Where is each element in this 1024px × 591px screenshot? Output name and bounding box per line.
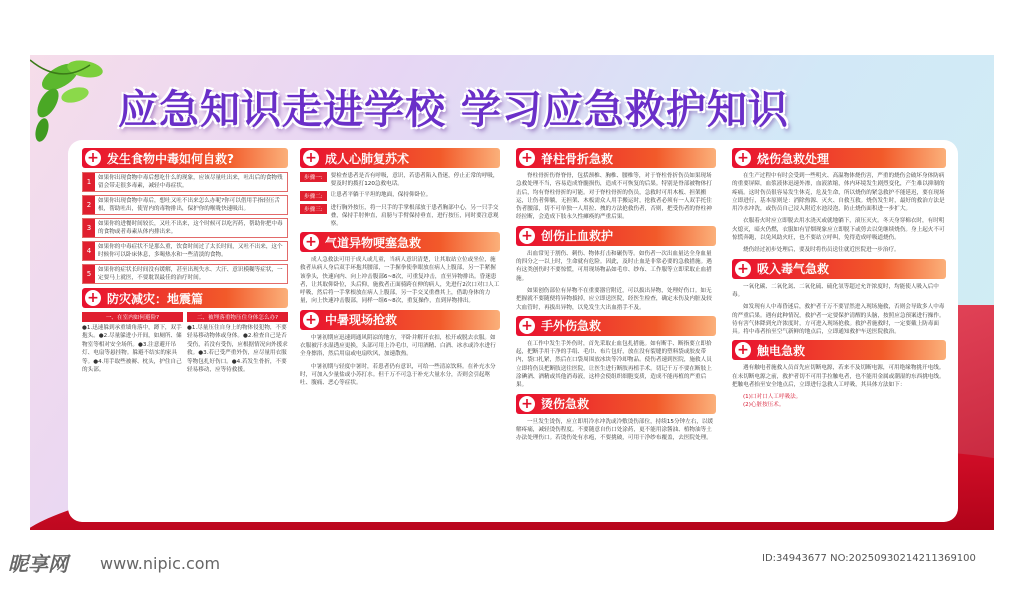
list-item: 5 如果你的症状长时间没有缓解，甚至出现失水、大汗、意识模糊等症状，一定要马上就医，不要耽误最佳的治疗时间。 xyxy=(82,264,288,284)
list-item: 2 如果你出现食物中毒后，想吐又吐不出来怎么办呢?你可以借用手指轻压舌根，帮助吐出，使胃内的毒物排出，保护你的喉咙快速吸出。 xyxy=(82,195,288,215)
medical-cross-icon: + xyxy=(303,312,319,328)
list-item: 3 如果你的进餐时间较长，又吐不出来，这个时候可以吃泻药，帮助你把中毒的食物或者毒素从体内排出来。 xyxy=(82,218,288,238)
medical-cross-icon: + xyxy=(735,150,751,166)
medical-cross-icon: + xyxy=(303,150,319,166)
medical-cross-icon: + xyxy=(519,396,535,412)
earthquake-columns xyxy=(82,312,288,374)
body-text: 如发现有人中毒昏迷后，救护者千万不要冒然进入现场施救，否则会导致多人中毒的严重后果。遇有此种情况，救护者一定要保护清醒的头脑，按照应急预案进行操作。待有害气体降到允许浓度时，方可进入现场抢救。救护者施救时，一定要戴上防毒面具。将中毒者抬至空气新鲜的地点后，立即通知救护车送医院救治。 xyxy=(732,304,945,336)
body-text: 一旦发生烫伤，应立即用冷水冲洗或冷敷烫伤部位，持续15分钟左右，以缓解疼痛，减轻烫伤程度。不要随意自伤口处涂药，更不能用涂酱油、植物油等土办法处理伤口。若烫伤处有水疱，不要挑破，可用干净纱布覆盖，去医院处理。 xyxy=(516,418,714,442)
section-header-heatstroke: + 中暑现场抢救 xyxy=(300,310,500,330)
section-header-scald: + 烫伤急救 xyxy=(516,394,716,414)
medical-cross-icon: + xyxy=(519,150,535,166)
watermark-logo: 昵享网 xyxy=(8,552,68,576)
body-text: 出血常见于割伤、刺伤、物体打击和碾伤等。如伤者一次出血量达全身血量的四分之一以上时，生命就有危险。因此，及时止血是非常必要的急救措施。遇有这类创伤时不要惊慌，可用现场物品如毛巾、纱布、工作服等立即采取止血措施。 xyxy=(516,250,712,282)
body-text: ●1.迅速躲到承重墙角落中，蹲下，双手抱头。●2.尽量躲进小开间，如厕所、储物室等相对安全场所。●3.注意避开吊灯、电扇等悬挂物。躲避不结实的家具等。●4.用手取些被褥、枕头，护住自己的头部。 xyxy=(82,325,182,374)
section-header-food-poisoning: + 发生食物中毒如何自救? xyxy=(82,148,288,168)
section-header-electric-shock: + 触电急救 xyxy=(732,340,946,360)
subheading: 二、被埋落重物压住身体怎么办? xyxy=(187,312,288,322)
column-4 xyxy=(732,148,946,514)
section-header-toxic-gas: + 吸入毒气急救 xyxy=(732,259,946,279)
column-2 xyxy=(300,148,500,514)
section-header-airway: + 气道异物哽塞急救 xyxy=(300,232,500,252)
medical-cross-icon: + xyxy=(303,234,319,250)
section-header-bleeding: + 创伤止血救护 xyxy=(516,226,716,246)
medical-cross-icon: + xyxy=(85,150,101,166)
body-text: 遇有触电者施救人员首先应切断电源，若来不及切断电源，可用绝缘物挑开电线。在未切断电源之前，救护者切不可用手拉触电者，也不能用金属或潮湿的东西挑电线。把触电者抬至安全地点后，立即进行急救人工呼吸，其具体方法如下： xyxy=(732,365,945,389)
cpr-step: 步骤三: 进行胸外按压，将一只手的手掌根部放于患者胸部中心，另一只手交叠，保持手肘伸直，肩膀与手臂保持垂直，进行按压，同时要注意观察。 xyxy=(300,204,500,228)
cpr-step: 步骤一: 要检查患者是否有呼吸，意识，若患者陷入昏迷，停止正常的呼吸，要及时的拨打120急救电话。 xyxy=(300,172,500,188)
highlight-text: (2)心脏按压术。 xyxy=(743,402,785,409)
section-header-spine: + 脊柱骨折急救 xyxy=(516,148,716,168)
medical-cross-icon: + xyxy=(519,318,535,334)
body-text: ●1.尽量压住自身上的物体侵犯物，不要轻易移动物体或身体。●2.检查自己是否受伤，若没有受伤，应根据情况向外援求救。●3.若已受严重外伤，应尽量用衣服等物包扎好伤口。●4.若发生骨折，不要轻易移动，应等待救援。 xyxy=(187,325,288,374)
section-header-hand-injury: + 手外伤急救 xyxy=(516,316,716,336)
medical-cross-icon: + xyxy=(519,228,535,244)
body-text: 如果创伤部位有异物不在重要器官附近，可以拔出异物，处理好伤口。如无把握就不要随便将异物拔掉，应立即送医院，经医生检查，确定未伤及内脏及较大血管时，再拔出异物，以免发生大出血措手不及。 xyxy=(516,287,712,311)
body-text: 一氧化碳、二氧化氮、二氧化硫、硫化氢等超过允许浓度时，均能使人吸入后中毒。 xyxy=(732,283,939,298)
page-title: 应急知识走进学校 学习应急救护知识 xyxy=(118,87,789,133)
section-header-burns: + 烧伤急救处理 xyxy=(732,148,946,168)
column-1 xyxy=(82,148,288,514)
subheading: 一、在室内如何避险? xyxy=(82,312,183,322)
body-text: 烧伤经过初步处理后，要及时将伤员送往就近医院进一步治疗。 xyxy=(743,247,900,254)
section-header-earthquake: + 防灾减灾：地震篇 xyxy=(82,288,288,308)
body-text: 衣服着火时应立即脱去用水浇灭或就地躺下，滚压灭火。冬天身穿棉衣时，有时明火熄灭，暗火仍燃，衣服如有冒烟现象应立即脱下或剪去以免继续烧伤。身上起火不可惊慌奔跑，以免风助火旺，也不要站立呼叫，免得造成呼吸道烧伤。 xyxy=(732,218,945,242)
body-text: 成人急救法可用于成人或儿童，当病人意识清楚，让其取站立位或坐位，施救者从病人身后双手环抱其腰部，一手握拳使拳眼放在病人上腹部，另一手紧握该拳头，快速向内、向上冲击腹部6~8次，可重复冲击，直至异物排出。昏迷患者，让其取仰卧位，头后仰，施救者正面骑跨在伸的病人，先进行2次口对口人工呼吸，然后将一手掌根放在病人上腹部，另一手交叉重叠其上，借助身体的力量，向上快速冲击腹部，同样一组6~8次，重复操作，直到异物排出。 xyxy=(300,257,500,305)
medical-cross-icon: + xyxy=(85,290,101,306)
list-item: 1 如果你出现食物中毒后想吃什么的现象，应该尽量吐出来，吐出后的食物残留会带走很多毒素，减轻中毒症状。 xyxy=(82,172,288,192)
column-3 xyxy=(516,148,716,514)
image-id-text: ID:34943677 NO:20250930214211369100 xyxy=(762,553,976,564)
section-header-cpr: + 成人心肺复苏术 xyxy=(300,148,500,168)
body-text: 在生产过程中有时会受到一些明火、高温物体烧伤害，严重的烧伤会破坏身体防病的重要屏障，血浆液体迅速外渗，血液浓缩，体内环境发生剧烈变化，产生难以抑制的疼痛。这时伤员很容易发生休克，危及生命，所以烧伤的紧急救护不能延迟，要在现场立即进行，基本原则是：消除热源、灭火、自救互救。烧伤发生时，最好的救治方法是用冷水冲洗，或伤员自己浸入附近水池浸泡，防止烧伤面积进一步扩大。 xyxy=(732,173,945,213)
medical-cross-icon: + xyxy=(735,342,751,358)
body-text: 在工作中发生手外伤时，首先采取止血包扎措施。如有断手、断指要立即拾起，把断手用干净的手绢、毛巾、布片包好，放在没有裂缝的塑料袋或胶皮带内，袋口扎紧，然后在口袋周围放冰块等冷却物品。使伤者速到医院，施救人员立即将伤员把断肢送往医院，让医生进行断肢再植手术。切记千万不要在断肢上涂碘酒、酒精或其他消毒液，这样会使组织细胞变质，造成不能再植的严重后果。 xyxy=(516,340,712,389)
watermark-url: www.nipic.com xyxy=(100,554,221,573)
highlight-text: (1)口对口人工呼吸法。 xyxy=(743,394,802,401)
body-text: 中暑初期应迅速到通风阴凉的地方，平卧并解开衣扣，松开或脱去衣服。如衣服被汗水湿透应更换，头部可用上冷毛巾，可用酒精、白酒、冰水或冷水进行全身擦浴，然后用扇或电扇吹风，加速散热。 xyxy=(300,334,496,358)
list-item: 4 如果你的中毒症状不是那么重，饮食时间过了太长时间，又吐不出来，这个时候你可以卧床休息，多喝热水和一些清淡的食物。 xyxy=(82,241,288,261)
content-panel xyxy=(68,140,958,522)
body-text: 脊柱骨折伤脊脊骨，包括颈椎、胸椎、腰椎等，对于脊柱骨折伤员如果现场急救处理不当，容易造成脊髓损伤，造成不可恢复的后果。特别是脊部被物体打击后，均有脊柱骨折的可能。对于脊柱骨折的伤员，急救时可用木板、担架搬运，让伤者仰躺，无担架、木板需众人用手搬运时，抢救者必须有一人双手托住伤者腰部，切不可单独一人用拉、拽的方法抢救伤者，否则，把受伤者的脊柱神经拉断，会造成下肢永久性瘫痪的严重后果。 xyxy=(516,173,712,221)
body-text: 中暑初期与轻度中暑时，若患者仍有意识，可给一些清凉饮料。在补充水分时，可加入少量盐或小苏打水。但千万不可急于补充大量水分，否则会引起呕吐、腹痛、恶心等症状。 xyxy=(300,363,496,387)
medical-cross-icon: + xyxy=(735,261,751,277)
cpr-step: 步骤二: 让患者平躺于平坦的地面，保持仰卧位。 xyxy=(300,191,500,201)
